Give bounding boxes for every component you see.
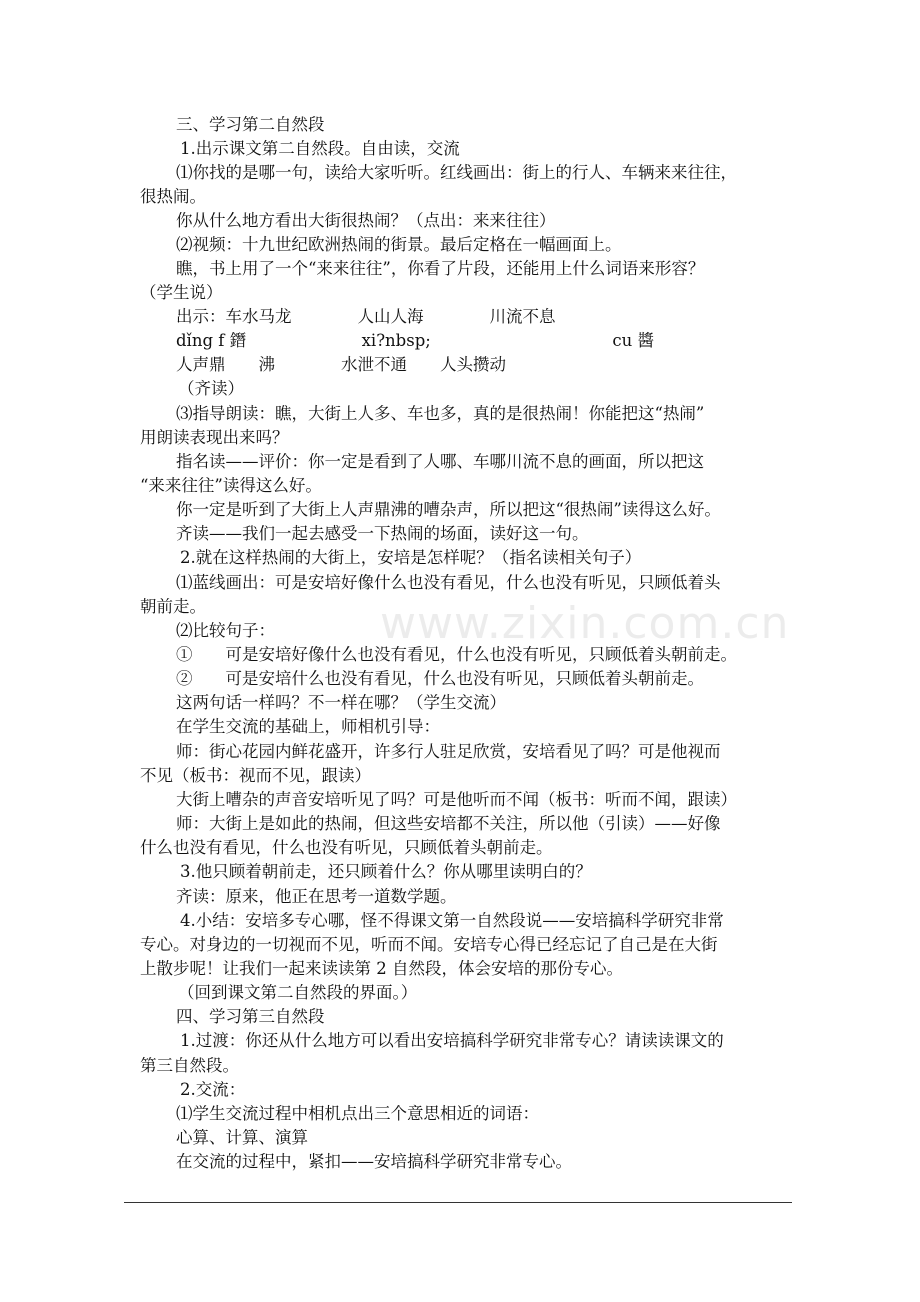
paragraph-line: 师：街心花园内鲜花盛开，许多行人驻足欣赏，安培看见了吗？可是他视而 bbox=[176, 742, 721, 761]
paragraph-line: dǐng f 鐕 xi?nbsp; cu 醬 bbox=[176, 331, 654, 350]
watermark: www.zixin.com.cn bbox=[380, 598, 790, 649]
paragraph-line: （回到课文第二自然段的界面。） bbox=[178, 983, 418, 1002]
paragraph-line: （齐读） bbox=[178, 379, 244, 398]
paragraph-line: ⑵视频：十九世纪欧洲热闹的街景。最后定格在一幅画面上。 bbox=[176, 235, 622, 254]
footer-divider bbox=[124, 1202, 792, 1203]
paragraph-line: 瞧，书上用了一个“来来往往”，你看了片段，还能用上什么词语来形容？ bbox=[176, 259, 705, 278]
paragraph-line: 2.交流： bbox=[180, 1080, 246, 1099]
paragraph-line: 专心。对身边的一切视而不见，听而不闻。安培专心得已经忘记了自己是在大街 bbox=[140, 935, 718, 954]
paragraph-line: 什么也没有看见，什么也没有听见，只顾低着头朝前走。 bbox=[140, 838, 553, 857]
paragraph-line: 上散步呢！让我们一起来读读第 2 自然段，体会安培的那份专心。 bbox=[140, 959, 623, 978]
paragraph-line: 3.他只顾着朝前走，还只顾着什么？你从哪里读明白的？ bbox=[180, 862, 592, 881]
paragraph-line: 齐读：原来，他正在思考一道数学题。 bbox=[176, 887, 457, 906]
paragraph-line: 1.过渡：你还从什么地方可以看出安培搞科学研究非常专心？请读读课文的 bbox=[180, 1031, 724, 1050]
paragraph-line: ⑴蓝线画出：可是安培好像什么也没有看见，什么也没有听见，只顾低着头 bbox=[176, 573, 721, 592]
paragraph-line: 齐读——我们一起去感受一下热闹的场面，读好这一句。 bbox=[176, 524, 589, 543]
paragraph-line: 在学生交流的基础上，师相机引导： bbox=[176, 717, 440, 736]
paragraph-line: （学生说） bbox=[140, 283, 223, 302]
section-heading: 三、学习第二自然段 bbox=[176, 115, 325, 134]
paragraph-line: 很热闹。 bbox=[140, 187, 206, 206]
paragraph-line: ⑵比较句子： bbox=[176, 621, 275, 640]
paragraph-line: 你从什么地方看出大街很热闹？（点出：来来往往） bbox=[176, 211, 556, 230]
paragraph-line: 大街上嘈杂的声音安培听见了吗？可是他听而不闻（板书：听而不闻，跟读） bbox=[176, 790, 737, 809]
paragraph-line: 朝前走。 bbox=[140, 597, 206, 616]
paragraph-line: 用朗读表现出来吗？ bbox=[140, 428, 289, 447]
paragraph-line: ⑴你找的是哪一句，读给大家听听。红线画出：街上的行人、车辆来来往往， bbox=[176, 163, 737, 182]
paragraph-line: 人声鼎 沸 水泄不通 人头攒动 bbox=[176, 355, 506, 374]
paragraph-line: 指名读——评价：你一定是看到了人哪、车哪川流不息的画面，所以把这 bbox=[176, 452, 704, 471]
paragraph-line: 你一定是听到了大街上人声鼎沸的嘈杂声，所以把这“很热闹”读得这么好。 bbox=[176, 500, 721, 519]
paragraph-line: ② 可是安培什么也没有看见，什么也没有听见，只顾低着头朝前走。 bbox=[176, 669, 704, 688]
paragraph-line: ⑶指导朗读：瞧，大街上人多、车也多，真的是很热闹！你能把这“热闹” bbox=[176, 404, 705, 423]
paragraph-line: 4.小结：安培多专心哪，怪不得课文第一自然段说——安培搞科学研究非常 bbox=[180, 911, 724, 930]
paragraph-line: 1.出示课文第二自然段。自由读，交流 bbox=[180, 139, 460, 158]
paragraph-line: 师：大街上是如此的热闹，但这些安培都不关注，所以他（引读）——好像 bbox=[176, 814, 721, 833]
paragraph-line: 第三自然段。 bbox=[140, 1056, 239, 1075]
section-heading: 四、学习第三自然段 bbox=[176, 1007, 325, 1026]
paragraph-line: 不见（板书：视而不见，跟读） bbox=[140, 766, 371, 785]
paragraph-line: ① 可是安培好像什么也没有看见，什么也没有听见，只顾低着头朝前走。 bbox=[176, 645, 737, 664]
paragraph-line: 2.就在这样热闹的大街上，安培是怎样呢？（指名读相关句子） bbox=[180, 548, 642, 567]
paragraph-line: 心算、计算、演算 bbox=[176, 1128, 308, 1147]
paragraph-line: ⑴学生交流过程中相机点出三个意思相近的词语： bbox=[176, 1104, 539, 1123]
paragraph-line: “来来往往”读得这么好。 bbox=[140, 476, 322, 495]
paragraph-line: 这两句话一样吗？不一样在哪？（学生交流） bbox=[176, 693, 506, 712]
paragraph-line: 在交流的过程中，紧扣——安培搞科学研究非常专心。 bbox=[176, 1152, 572, 1171]
paragraph-line: 出示：车水马龙 人山人海 川流不息 bbox=[176, 307, 556, 326]
